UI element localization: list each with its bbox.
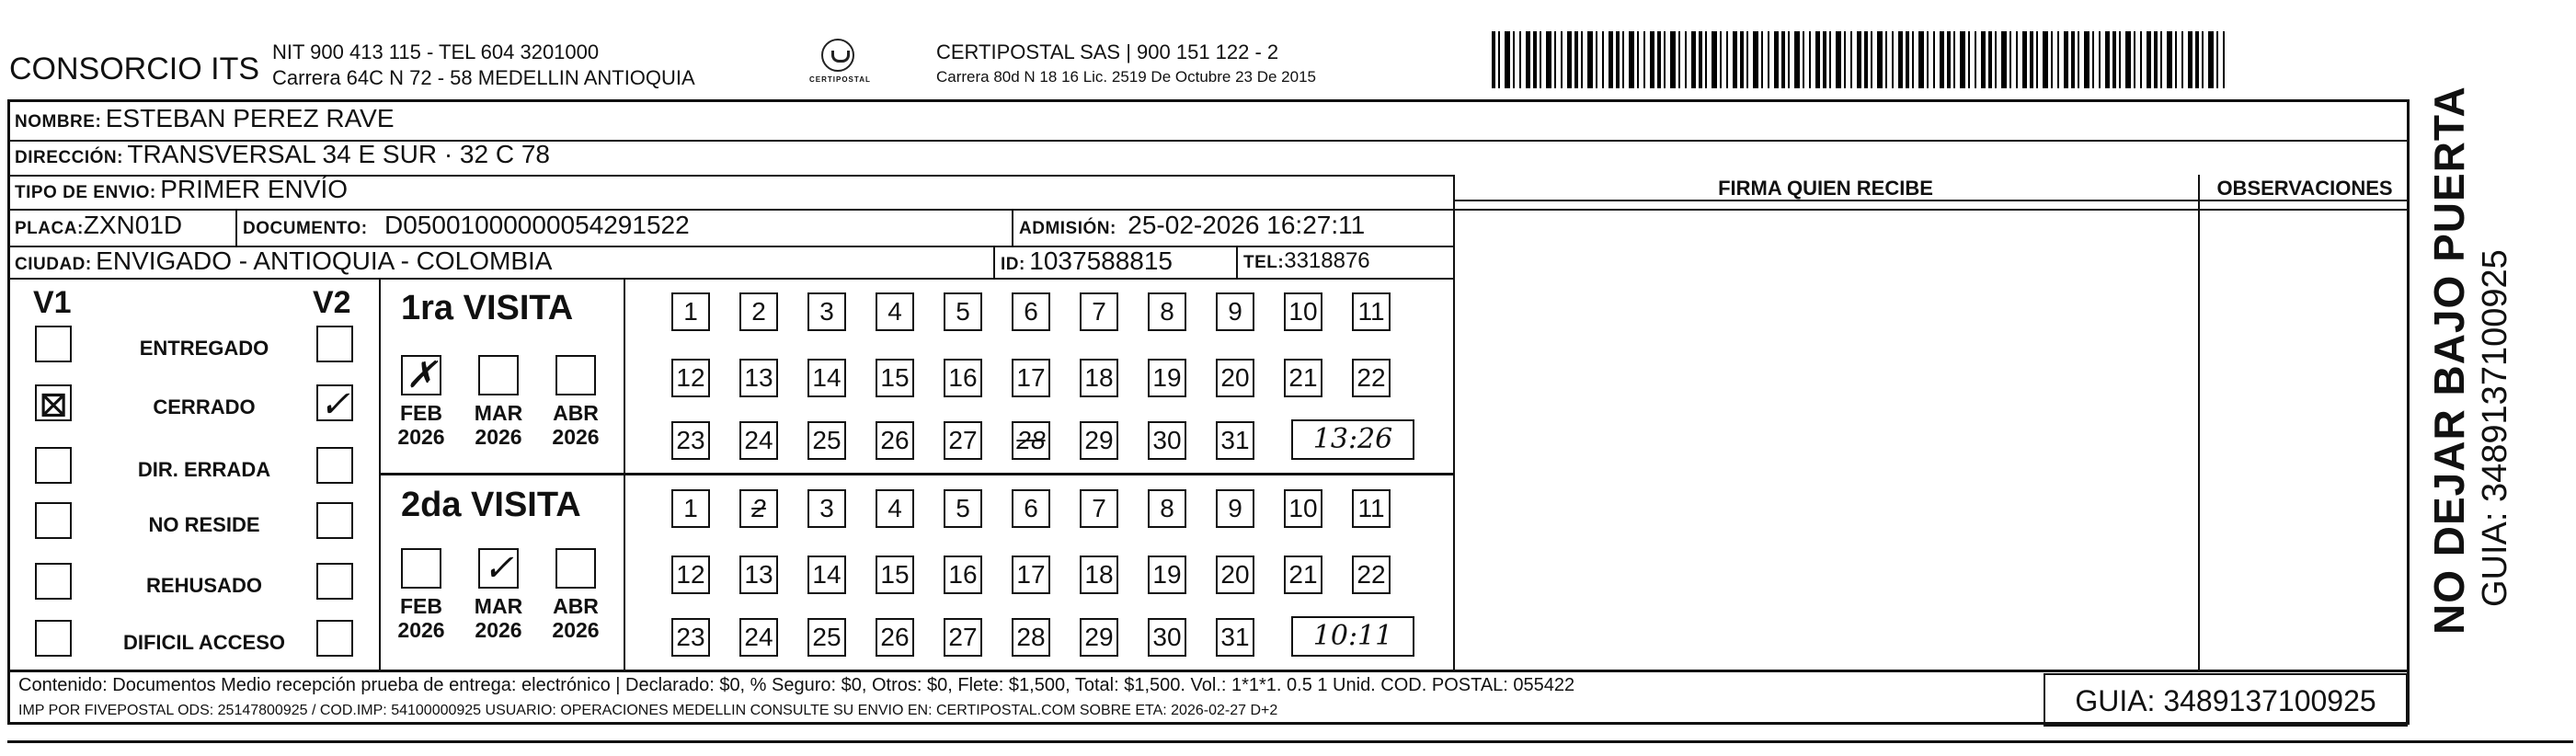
company-nit-tel: NIT 900 413 115 - TEL 604 3201000 <box>272 40 600 63</box>
month-year: 2026 <box>475 618 522 642</box>
documento-label: DOCUMENTO: <box>243 219 368 238</box>
ciudad-row <box>15 246 552 276</box>
day-checkbox[interactable]: 8 <box>1148 292 1186 331</box>
v1-checkbox[interactable]: ⊠ <box>35 384 72 421</box>
day-checkbox[interactable]: 23 <box>671 421 710 460</box>
day-checkbox[interactable]: 30 <box>1148 618 1186 657</box>
day-checkbox[interactable]: 7 <box>1080 489 1118 528</box>
day-checkbox[interactable]: 27 <box>944 421 982 460</box>
status-label: NO RESIDE <box>148 513 260 536</box>
nombre-row <box>15 104 395 133</box>
admision-row <box>1019 211 1365 240</box>
admision-label: ADMISIÓN: <box>1019 219 1116 238</box>
day-checkbox[interactable]: 17 <box>1012 359 1050 397</box>
day-checkbox[interactable]: 1 <box>671 292 710 331</box>
month-year: 2026 <box>397 618 445 642</box>
day-checkbox[interactable]: 18 <box>1080 556 1118 594</box>
day-checkbox[interactable]: 23 <box>671 618 710 657</box>
id-value: 1037588815 <box>1029 246 1174 275</box>
day-checkbox[interactable]: 27 <box>944 618 982 657</box>
month-label: ABR <box>553 401 599 425</box>
status-label: CERRADO <box>153 395 256 418</box>
day-checkbox[interactable]: 13 <box>739 359 778 397</box>
nombre-value: ESTEBAN PEREZ RAVE <box>105 104 395 132</box>
day-checkbox[interactable]: 6 <box>1012 292 1050 331</box>
direccion-row <box>15 140 550 169</box>
day-checkbox[interactable]: 19 <box>1148 359 1186 397</box>
signature-area[interactable] <box>1455 201 2198 670</box>
firma-header: FIRMA QUIEN RECIBE <box>1718 177 1933 200</box>
day-checkbox[interactable]: 3 <box>807 489 846 528</box>
day-checkbox[interactable]: 28 <box>1012 421 1050 460</box>
guia-box: GUIA: 3489137100925 <box>2044 673 2408 727</box>
visit2-title: 2da VISITA <box>401 486 581 524</box>
month-checkbox[interactable]: ✗ <box>401 355 441 395</box>
day-checkbox[interactable]: 4 <box>876 489 914 528</box>
day-checkbox[interactable]: 2 <box>739 489 778 528</box>
time-field[interactable]: 13:26 <box>1291 419 1414 460</box>
tipo-value: PRIMER ENVÍO <box>160 175 349 203</box>
footer-impresion: IMP POR FIVEPOSTAL ODS: 25147800925 / COD.IMP: 54100000925 USUARIO: OPERACIONES MEDELLIN CONSULTE SU ENVIO EN: CERTIPOSTAL.COM SOBRE ETA: 2026-02-27 D+2 <box>18 703 1278 718</box>
company-address: Carrera 64C N 72 - 58 MEDELLIN ANTIOQUIA <box>272 66 695 89</box>
day-checkbox[interactable]: 10 <box>1284 292 1322 331</box>
certipostal-name: CERTIPOSTAL SAS | 900 151 122 - 2 <box>936 40 1279 63</box>
tel-label: TEL: <box>1243 253 1285 272</box>
day-checkbox[interactable]: 13 <box>739 556 778 594</box>
month-checkbox[interactable] <box>478 355 519 395</box>
documento-value: D05001000000054291522 <box>384 211 690 239</box>
day-checkbox[interactable]: 28 <box>1012 618 1050 657</box>
ciudad-value: ENVIGADO - ANTIOQUIA - COLOMBIA <box>96 246 553 275</box>
placa-row <box>15 211 182 240</box>
day-checkbox[interactable]: 22 <box>1352 359 1391 397</box>
day-checkbox[interactable]: 18 <box>1080 359 1118 397</box>
id-label: ID: <box>1001 255 1025 274</box>
v1-checkbox[interactable] <box>35 563 72 600</box>
tel-value: 3318876 <box>1284 248 1370 273</box>
day-checkbox[interactable]: 31 <box>1216 421 1254 460</box>
month-label: FEB <box>400 594 442 618</box>
day-checkbox[interactable]: 2 <box>739 292 778 331</box>
v2-checkbox[interactable] <box>316 447 353 484</box>
day-checkbox[interactable]: 17 <box>1012 556 1050 594</box>
day-checkbox[interactable]: 20 <box>1216 556 1254 594</box>
day-checkbox[interactable]: 19 <box>1148 556 1186 594</box>
company-name: CONSORCIO ITS <box>9 52 260 86</box>
tipo-row <box>15 175 348 204</box>
visit1-title: 1ra VISITA <box>401 289 574 327</box>
documento-row <box>243 211 690 240</box>
day-checkbox[interactable]: 16 <box>944 556 982 594</box>
month-year: 2026 <box>552 425 600 449</box>
v1-checkbox[interactable] <box>35 326 72 362</box>
status-label: DIFICIL ACCESO <box>122 631 285 654</box>
footer-line <box>7 670 2410 672</box>
side-warning: NO DEJAR BAJO PUERTA <box>2425 86 2473 635</box>
placa-label: PLACA: <box>15 219 84 238</box>
month-year: 2026 <box>552 618 600 642</box>
tipo-label: TIPO DE ENVIO: <box>15 183 156 202</box>
v2-checkbox[interactable] <box>316 620 353 657</box>
day-checkbox[interactable]: 24 <box>739 421 778 460</box>
status-label: DIR. ERRADA <box>137 458 271 481</box>
v2-checkbox[interactable] <box>316 326 353 362</box>
month-label: FEB <box>400 401 442 425</box>
status-label: REHUSADO <box>146 574 262 597</box>
day-checkbox[interactable]: 16 <box>944 359 982 397</box>
day-checkbox[interactable]: 14 <box>807 556 846 594</box>
bottom-rule <box>7 740 2573 743</box>
day-checkbox[interactable]: 5 <box>944 292 982 331</box>
month-checkbox[interactable] <box>555 355 596 395</box>
day-checkbox[interactable]: 1 <box>671 489 710 528</box>
v2-checkbox[interactable] <box>316 563 353 600</box>
day-checkbox[interactable]: 8 <box>1148 489 1186 528</box>
day-checkbox[interactable]: 21 <box>1284 359 1322 397</box>
day-checkbox[interactable]: 15 <box>876 359 914 397</box>
day-checkbox[interactable]: 21 <box>1284 556 1322 594</box>
v1-checkbox[interactable] <box>35 447 72 484</box>
month-year: 2026 <box>397 425 445 449</box>
day-checkbox[interactable]: 29 <box>1080 618 1118 657</box>
nombre-label: NOMBRE: <box>15 112 102 132</box>
direccion-value: TRANSVERSAL 34 E SUR · 32 C 78 <box>127 140 550 168</box>
barcode <box>1492 31 2227 88</box>
month-label: ABR <box>553 594 599 618</box>
month-year: 2026 <box>475 425 522 449</box>
month-checkbox[interactable] <box>401 548 441 589</box>
day-checkbox[interactable]: 15 <box>876 556 914 594</box>
month-checkbox[interactable]: ✓ <box>478 548 519 589</box>
row-line <box>7 278 1453 280</box>
col-line <box>235 209 237 246</box>
side-guia: GUIA: 3489137100925 <box>2476 249 2514 607</box>
day-checkbox[interactable]: 9 <box>1216 292 1254 331</box>
col-line <box>993 246 995 278</box>
day-checkbox[interactable]: 26 <box>876 421 914 460</box>
month-checkbox[interactable] <box>555 548 596 589</box>
day-checkbox[interactable]: 3 <box>807 292 846 331</box>
status-label: ENTREGADO <box>139 337 269 360</box>
ciudad-label: CIUDAD: <box>15 255 92 274</box>
day-checkbox[interactable]: 29 <box>1080 421 1118 460</box>
day-checkbox[interactable]: 6 <box>1012 489 1050 528</box>
day-checkbox[interactable]: 11 <box>1352 292 1391 331</box>
v1-checkbox[interactable] <box>35 620 72 657</box>
day-checkbox[interactable]: 26 <box>876 618 914 657</box>
day-checkbox[interactable]: 24 <box>739 618 778 657</box>
direccion-label: DIRECCIÓN: <box>15 148 123 167</box>
day-checkbox[interactable]: 31 <box>1216 618 1254 657</box>
month-label: MAR <box>474 401 523 425</box>
v2-checkbox[interactable]: ✓ <box>316 384 353 421</box>
day-checkbox[interactable]: 12 <box>671 556 710 594</box>
certipostal-address: Carrera 80d N 18 16 Lic. 2519 De Octubre 23 De 2015 <box>936 68 1316 86</box>
v1-checkbox[interactable] <box>35 502 72 539</box>
day-checkbox[interactable]: 22 <box>1352 556 1391 594</box>
placa-value: ZXN01D <box>83 211 183 239</box>
col-line <box>1012 209 1013 246</box>
logo-text: CERTIPOSTAL <box>809 75 871 84</box>
day-checkbox[interactable]: 11 <box>1352 489 1391 528</box>
footer-contenido: Contenido: Documentos Medio recepción prueba de entrega: electrónico | Declarado: $0, % Seguro: $0, Otros: $0, Flete: $1,500, Total: $1,500. Vol.: 1*1*1. 0.5 1 Unid. COD. POSTAL: 055422 <box>18 675 1575 695</box>
day-checkbox[interactable]: 20 <box>1216 359 1254 397</box>
v2-checkbox[interactable] <box>316 502 353 539</box>
day-checkbox[interactable]: 25 <box>807 421 846 460</box>
day-checkbox[interactable]: 9 <box>1216 489 1254 528</box>
day-checkbox[interactable]: 14 <box>807 359 846 397</box>
month-label: MAR <box>474 594 523 618</box>
day-checkbox[interactable]: 4 <box>876 292 914 331</box>
v1-heading: V1 <box>33 285 72 320</box>
day-checkbox[interactable]: 12 <box>671 359 710 397</box>
tel-row <box>1243 248 1370 274</box>
certipostal-logo-icon <box>821 39 854 72</box>
day-checkbox[interactable]: 5 <box>944 489 982 528</box>
day-checkbox[interactable]: 10 <box>1284 489 1322 528</box>
time-field[interactable]: 10:11 <box>1291 616 1414 657</box>
observaciones-area[interactable] <box>2200 201 2410 670</box>
observaciones-header: OBSERVACIONES <box>2216 177 2393 200</box>
day-checkbox[interactable]: 30 <box>1148 421 1186 460</box>
visit-separator <box>379 473 1453 475</box>
id-row <box>1001 246 1173 276</box>
day-checkbox[interactable]: 7 <box>1080 292 1118 331</box>
col-line <box>1236 246 1238 278</box>
admision-value: 25-02-2026 16:27:11 <box>1128 211 1366 239</box>
day-checkbox[interactable]: 25 <box>807 618 846 657</box>
v2-heading: V2 <box>313 285 351 320</box>
